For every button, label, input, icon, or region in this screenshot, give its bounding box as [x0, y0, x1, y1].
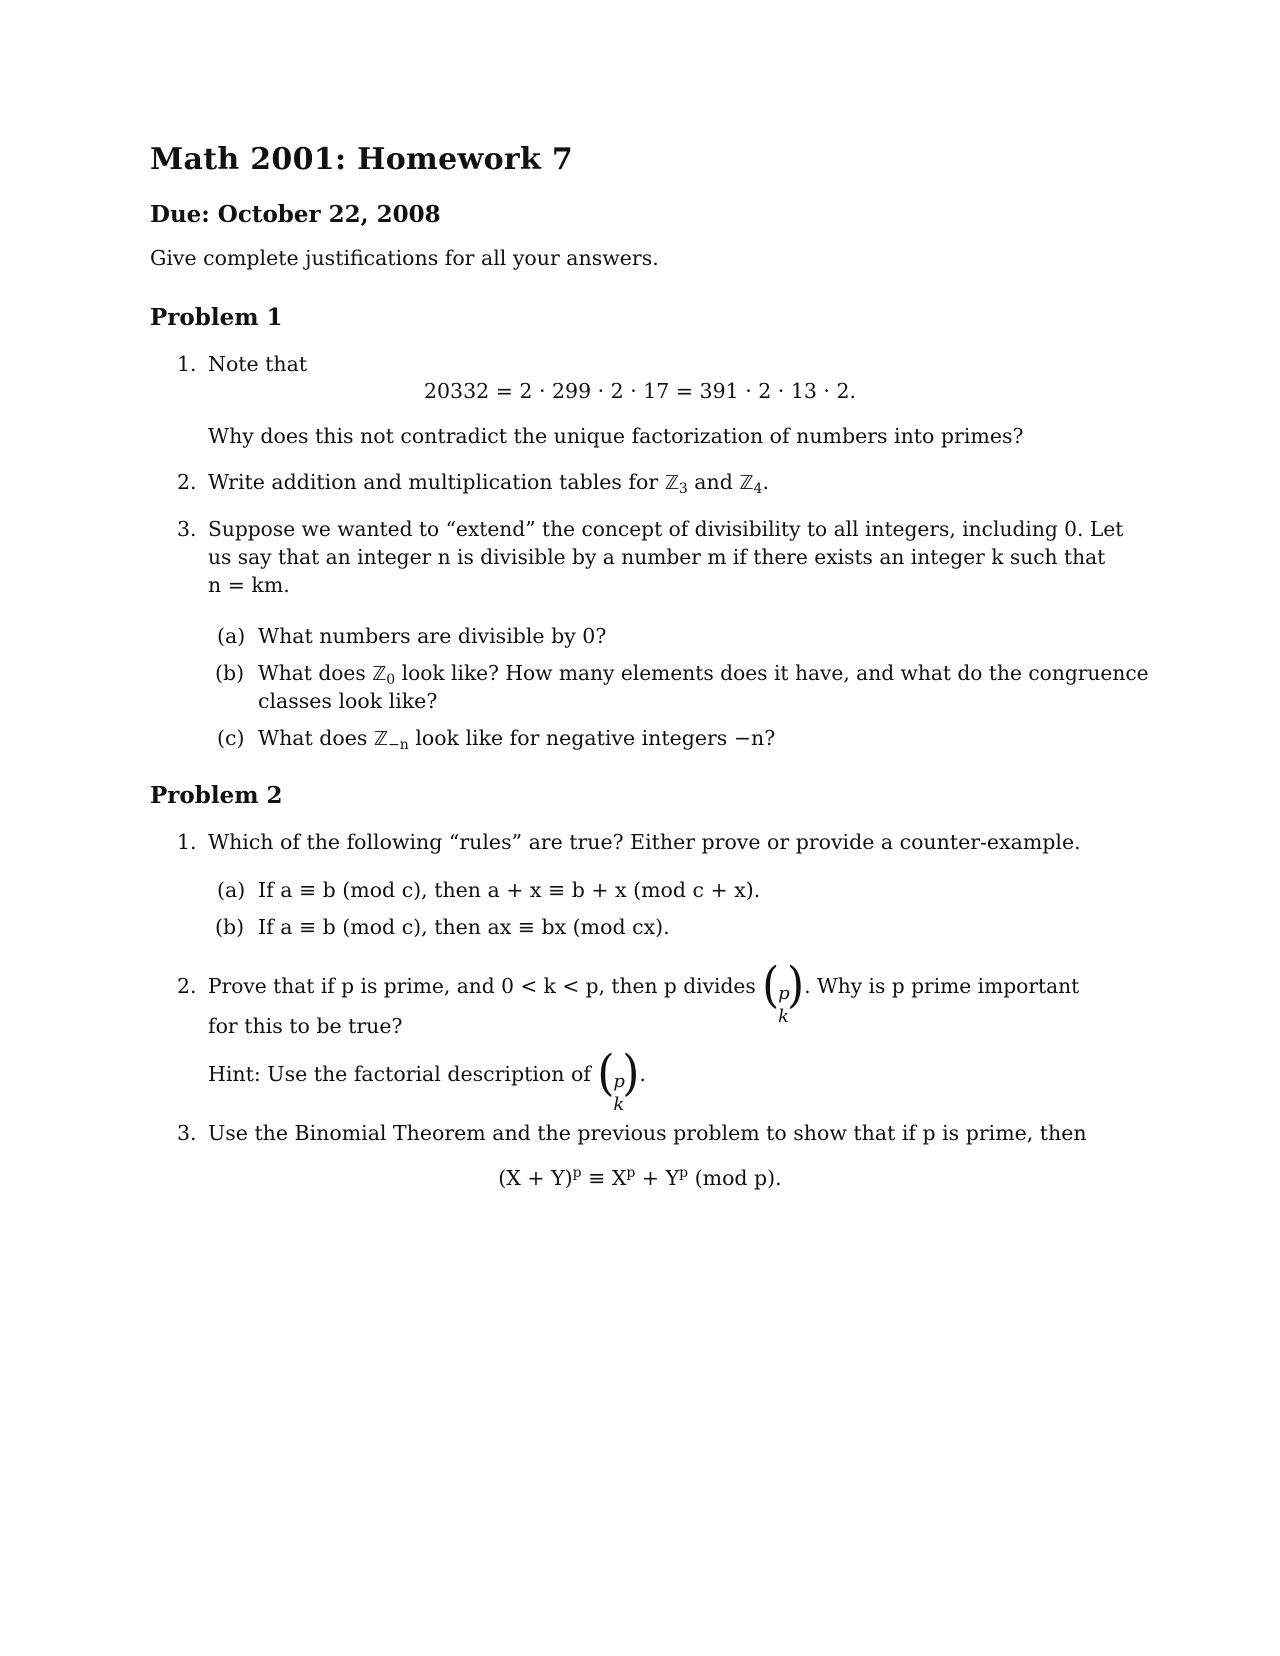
binom-bottom: k [613, 1093, 625, 1115]
eq-left: (X + Y) [498, 1166, 573, 1190]
eq-exp-1: p [572, 1165, 582, 1181]
binom-top: p [613, 1070, 625, 1092]
left-paren-icon: ( [762, 956, 780, 1013]
p1-q1-followup: Why does this not contradict the unique factorization of numbers into primes? [208, 424, 1024, 448]
right-paren-icon: ) [786, 956, 805, 1013]
p2-b-text: If a ≡ b (mod c), then ax ≡ bx (mod cx). [258, 915, 670, 939]
subscript-3: 3 [678, 481, 688, 497]
p1-q2-before: Write addition and multiplication tables for [208, 470, 665, 494]
p1-c-after: look like for negative integers −n? [408, 726, 776, 750]
eq-end: (mod p). [688, 1166, 782, 1190]
p1-q2-number: 2. [177, 470, 197, 494]
p2-b-label: (b) [215, 915, 245, 939]
eq-exp-2: p [626, 1165, 636, 1181]
p2-q2-number: 2. [177, 974, 197, 998]
p2-hint-before: Hint: Use the factorial description of [208, 1062, 591, 1086]
p1-q2-end: . [762, 470, 769, 494]
p2-hint [208, 1044, 646, 1115]
subscript-neg-n: −n [388, 737, 409, 753]
integers-mod-symbol: ℤ [372, 663, 387, 685]
eq-mid: ≡ X [581, 1166, 627, 1190]
p2-q2-line2: for this to be true? [208, 1014, 403, 1038]
p1-q1-text: Note that [208, 352, 308, 376]
binomial-coefficient [597, 1044, 640, 1115]
integers-mod-symbol: ℤ [373, 728, 389, 750]
p1-b-after: look like? How many elements does it have, and what do the congruence [395, 661, 1149, 685]
p1-b-label: (b) [215, 661, 245, 685]
eq-plus: + Y [635, 1166, 680, 1190]
p1-c-text [258, 724, 775, 753]
p1-q3-line1: Suppose we wanted to “extend” the concept of divisibility to all integers, including 0. Let [208, 517, 1124, 541]
p1-q1-equation: 20332 = 2 · 299 · 2 · 17 = 391 · 2 · 13 · 2. [423, 379, 857, 403]
p2-hint-after: . [639, 1062, 646, 1086]
binom-bottom: k [778, 1005, 790, 1027]
p1-q3-line3: n = km. [208, 573, 290, 597]
p2-q3-text: Use the Binomial Theorem and the previous problem to show that if p is prime, then [208, 1121, 1087, 1145]
subscript-0: 0 [386, 672, 396, 688]
p1-b-line2: classes look like? [258, 689, 438, 713]
p2-q3-equation [0, 1166, 1280, 1190]
instructions: Give complete justifications for all your answers. [150, 246, 659, 270]
p1-q2-and: and [687, 470, 740, 494]
p1-q1-number: 1. [177, 352, 197, 376]
p1-c-label: (c) [217, 726, 245, 750]
p1-c-before: What does [258, 726, 374, 750]
p1-q3-line2: us say that an integer n is divisible by a number m if there exists an integer k such that [208, 545, 1106, 569]
problem-1-heading: Problem 1 [150, 304, 283, 331]
page-title: Math 2001: Homework 7 [150, 142, 574, 177]
right-paren-icon: ) [622, 1044, 640, 1101]
p2-q1-number: 1. [177, 830, 197, 854]
integers-mod-symbol: ℤ [664, 472, 679, 494]
left-paren-icon: ( [597, 1044, 615, 1101]
p2-q1-text: Which of the following “rules” are true? Either prove or provide a counter-example. [208, 830, 1081, 854]
binom-top: p [778, 982, 790, 1004]
p1-b-before: What does [258, 661, 373, 685]
p1-q2-text [208, 468, 769, 497]
p1-a-label: (a) [217, 624, 246, 648]
due-date: Due: October 22, 2008 [150, 201, 441, 228]
p1-a-text: What numbers are divisible by 0? [258, 624, 607, 648]
p2-a-label: (a) [217, 878, 246, 902]
p1-q3-number: 3. [177, 517, 197, 541]
problem-2-heading: Problem 2 [150, 782, 283, 809]
subscript-4: 4 [753, 481, 763, 497]
p2-q2-after: . Why is p prime important [804, 974, 1080, 998]
p2-a-text: If a ≡ b (mod c), then a + x ≡ b + x (mod c + x). [258, 878, 761, 902]
eq-exp-3: p [679, 1165, 689, 1181]
integers-mod-symbol: ℤ [739, 472, 754, 494]
binomial-coefficient [762, 956, 805, 1027]
p2-q2-before: Prove that if p is prime, and 0 < k < p, then p divides [208, 974, 756, 998]
p2-q3-number: 3. [177, 1121, 197, 1145]
p1-b-text [258, 659, 1149, 688]
